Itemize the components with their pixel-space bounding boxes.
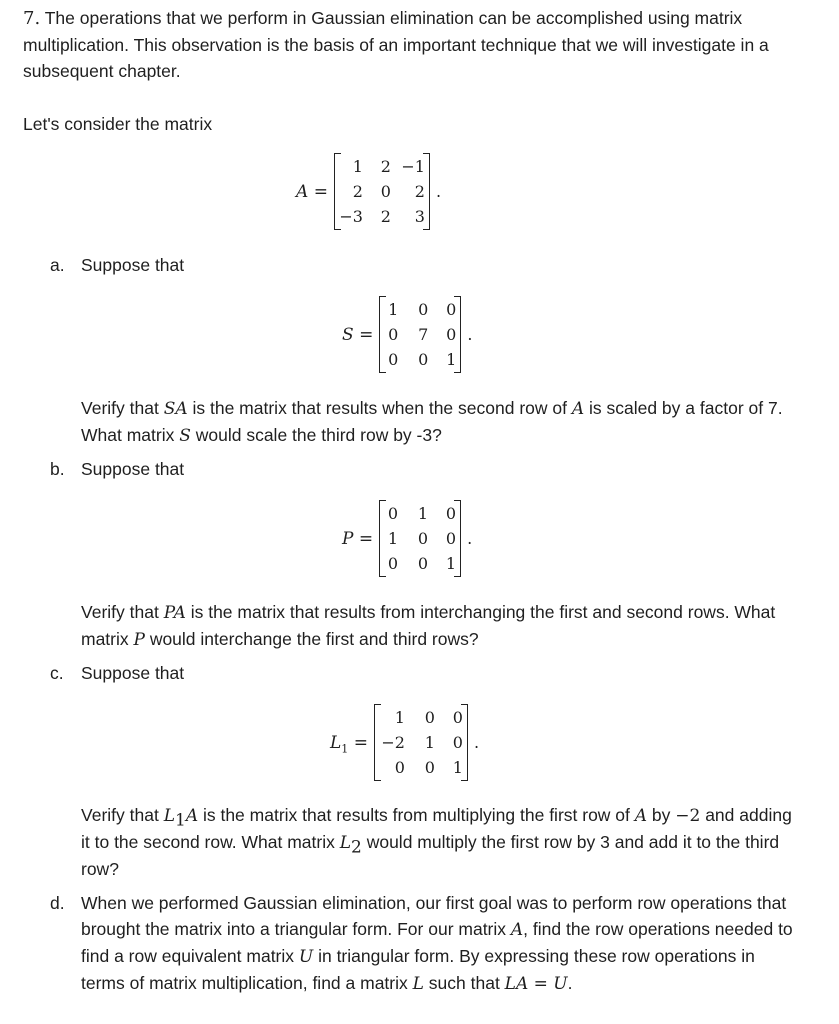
part-c-intro: Suppose that <box>81 663 185 683</box>
consider-text: Let's consider the matrix <box>23 114 213 134</box>
matrix-cell: −2 <box>381 733 405 752</box>
part-b-intro: Suppose that <box>81 459 185 479</box>
matrix-cell: 1 <box>446 350 457 369</box>
matrix-p-equation: P = 0 1 0 1 0 0 0 0 1 . <box>342 500 472 577</box>
matrix-s-equation: S = 1 0 0 0 7 0 0 0 1 . <box>342 296 472 373</box>
matrix-s <box>379 296 461 373</box>
problem-number: 7. <box>23 8 41 29</box>
matrix-cell: 0 <box>394 758 405 777</box>
problem-intro <box>23 5 813 84</box>
part-b-text: Verify that PA is the matrix that results from interchanging the first and second rows. What matrix P would interchange the first and third rows? <box>81 602 776 650</box>
matrix-cell: 1 <box>445 554 457 573</box>
matrix-cell: 0 <box>452 708 463 727</box>
matrix-cell: 0 <box>380 182 391 201</box>
matrix-cell: −3 <box>339 207 363 226</box>
matrix-cell: 1 <box>388 300 399 319</box>
matrix-cell: 0 <box>417 554 429 573</box>
matrix-cell: 0 <box>424 758 435 777</box>
matrix-cell: 0 <box>418 300 429 319</box>
matrix-l1-lhs: $L_1$ = <box>330 732 368 755</box>
matrix-cell: 0 <box>445 529 457 548</box>
matrix-cell: 2 <box>352 182 363 201</box>
matrix-cell: 2 <box>380 157 391 176</box>
part-c-text: Verify that $L_1A$ is the matrix that results from multiplying the first row of A by −2 and adding it to the second row. What matrix $L_2$ would multiply the first row by 3 and add it to the third row? <box>81 805 792 879</box>
matrix-cell: 0 <box>445 504 457 523</box>
matrix-cell: 2 <box>380 207 391 226</box>
matrix-cell: 0 <box>446 325 457 344</box>
matrix-cell: 0 <box>387 504 399 523</box>
matrix-l1-equation: $L_1$ = 1 0 0 −2 1 0 0 0 1 . <box>330 704 479 781</box>
matrix-cell: 1 <box>394 708 405 727</box>
matrix-cell: 7 <box>418 325 429 344</box>
part-d-label: d. <box>50 893 65 913</box>
matrix-l1 <box>374 704 468 781</box>
part-a-text: Verify that SA is the matrix that results when the second row of A is scaled by a factor of 7. What matrix S would scale the third row by -3? <box>81 398 783 446</box>
part-c-label: c. <box>50 663 64 683</box>
matrix-a-lhs: A = <box>296 181 328 202</box>
matrix-cell: 0 <box>417 529 429 548</box>
matrix-cell: 0 <box>418 350 429 369</box>
part-a-intro: Suppose that <box>81 255 185 275</box>
intro-text: The operations that we perform in Gaussian elimination can be accomplished using matrix multiplication. This observation is the basis of an important technique that we will investigate in a subsequent chapter. <box>23 8 769 81</box>
matrix-a-equation: A = 1 2 −1 2 0 2 −3 2 3 . <box>296 153 441 230</box>
matrix-cell: 2 <box>414 182 425 201</box>
part-d-text: When we performed Gaussian elimination, our first goal was to perform row operations that brought the matrix into a triangular form. For our matrix A, find the row operations needed to find a row equivalent matrix U in triangular form. By expressing these row operations in terms of matrix multiplication, find a matrix L such that LA = U. <box>81 893 793 994</box>
matrix-p-lhs: P = <box>342 528 374 549</box>
part-b-label: b. <box>50 459 65 479</box>
matrix-cell: 1 <box>352 157 363 176</box>
matrix-cell: 0 <box>452 733 463 752</box>
matrix-s-lhs: S = <box>342 324 374 345</box>
part-a-label: a. <box>50 255 65 275</box>
matrix-cell: 0 <box>424 708 435 727</box>
matrix-cell: 1 <box>417 504 429 523</box>
matrix-cell: 0 <box>388 325 399 344</box>
matrix-cell: 3 <box>414 207 425 226</box>
matrix-cell: 0 <box>388 350 399 369</box>
matrix-cell: 1 <box>424 733 435 752</box>
matrix-cell: 1 <box>452 758 463 777</box>
matrix-cell: 0 <box>446 300 457 319</box>
matrix-cell: 1 <box>387 529 399 548</box>
matrix-cell: 0 <box>387 554 399 573</box>
matrix-a <box>334 153 430 230</box>
matrix-cell: −1 <box>401 157 425 176</box>
matrix-p <box>379 500 461 577</box>
